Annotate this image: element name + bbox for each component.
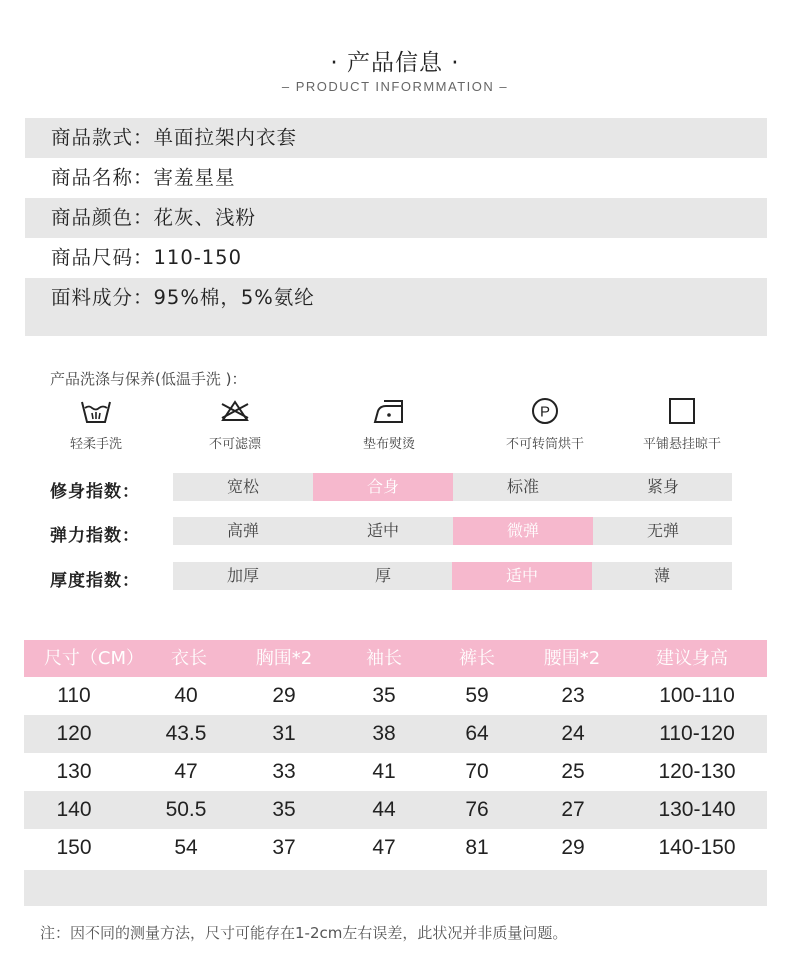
flat-dry-icon — [612, 397, 752, 425]
thickness-option-medium: 适中 — [452, 562, 592, 590]
thickness-option-thin: 薄 — [653, 566, 670, 585]
fit-index-row — [50, 473, 740, 501]
info-label: 商品名称： — [51, 166, 154, 189]
cell-height: 130-140 — [658, 798, 736, 821]
cell-chest: 37 — [272, 836, 296, 859]
cell-waist: 23 — [561, 684, 585, 707]
header-chest: 胸围*2 — [255, 648, 313, 669]
page-title: · 产品信息 · — [330, 50, 460, 76]
header-height: 建议身高 — [656, 648, 728, 669]
product-info-block — [25, 118, 767, 336]
care-item-flat-dry — [612, 397, 752, 452]
cell-chest: 29 — [272, 684, 296, 707]
table-row — [24, 715, 767, 753]
cell-waist: 24 — [561, 722, 585, 745]
cell-length: 54 — [174, 836, 198, 859]
thickness-option-thick: 厚 — [374, 566, 391, 585]
no-bleach-icon — [165, 397, 305, 425]
info-row-style — [25, 118, 767, 158]
size-table-footer-band — [24, 870, 767, 906]
no-tumble-dry-icon — [475, 397, 615, 425]
info-label: 商品尺码： — [51, 246, 154, 269]
hand-wash-icon — [26, 397, 166, 425]
size-table — [24, 640, 767, 906]
info-label: 商品颜色： — [51, 206, 154, 229]
cell-chest: 31 — [272, 722, 296, 745]
cell-length: 40 — [174, 684, 198, 707]
fit-index-options — [173, 473, 732, 501]
cell-length: 43.5 — [165, 722, 207, 745]
measurement-note: 注：因不同的测量方法，尺寸可能存在1-2cm左右误差，此状况并非质量问题。 — [40, 924, 568, 942]
info-value: 110-150 — [153, 246, 242, 269]
stretch-index-label: 弹力指数： — [50, 526, 140, 546]
stretch-option-high: 高弹 — [226, 521, 259, 540]
header-size: 尺寸（CM） — [43, 648, 145, 669]
cell-length: 50.5 — [165, 798, 207, 821]
size-table-header — [24, 640, 767, 677]
cell-chest: 35 — [272, 798, 296, 821]
care-item-hand-wash — [26, 397, 166, 452]
stretch-option-medium: 适中 — [366, 521, 399, 540]
cell-waist: 25 — [561, 760, 585, 783]
care-label: 不可滤漂 — [208, 437, 261, 452]
care-label: 轻柔手洗 — [69, 437, 122, 452]
thickness-option-extra-thick: 加厚 — [226, 566, 259, 585]
cell-pants: 64 — [465, 722, 489, 745]
iron-icon — [319, 397, 459, 425]
stretch-option-slight: 微弹 — [453, 517, 593, 545]
page-subtitle: – PRODUCT INFORMMATION – — [281, 79, 509, 94]
header-length: 衣长 — [171, 648, 207, 669]
care-title: 产品洗涤与保养(低温手洗 )： — [50, 370, 247, 388]
cell-length: 47 — [174, 760, 198, 783]
care-label: 不可转筒烘干 — [505, 437, 584, 452]
info-row-size — [25, 238, 767, 278]
care-item-iron — [319, 397, 459, 452]
info-value: 单面拉架内衣套 — [153, 126, 298, 149]
cell-waist: 27 — [561, 798, 585, 821]
stretch-index-options — [173, 517, 732, 545]
info-label: 面料成分： — [51, 286, 154, 309]
fit-option-tight: 紧身 — [646, 477, 679, 496]
stretch-option-none: 无弹 — [646, 521, 679, 540]
fit-index-label: 修身指数： — [50, 482, 140, 502]
cell-pants: 70 — [465, 760, 489, 783]
cell-waist: 29 — [561, 836, 585, 859]
care-label: 平铺悬挂晾干 — [642, 437, 721, 452]
cell-sleeve: 44 — [372, 798, 396, 821]
care-icons-row — [30, 397, 770, 457]
care-label: 垫布熨烫 — [362, 437, 415, 452]
table-row — [24, 829, 767, 867]
table-row — [24, 753, 767, 791]
cell-sleeve: 41 — [372, 760, 396, 783]
info-value: 花灰、浅粉 — [153, 206, 257, 229]
fit-option-fitted: 合身 — [313, 473, 453, 501]
info-label: 商品款式： — [51, 126, 154, 149]
info-value: 害羞星星 — [153, 166, 236, 189]
info-row-name — [25, 158, 767, 198]
thickness-index-row — [50, 562, 740, 590]
cell-sleeve: 47 — [372, 836, 396, 859]
cell-height: 110-120 — [659, 722, 735, 745]
cell-height: 120-130 — [658, 760, 736, 783]
cell-height: 100-110 — [659, 684, 735, 707]
cell-pants: 81 — [465, 836, 489, 859]
cell-chest: 33 — [272, 760, 296, 783]
fit-option-standard: 标准 — [506, 477, 539, 496]
info-value: 95%棉，5%氨纶 — [153, 286, 315, 309]
info-row-fabric — [25, 278, 767, 336]
thickness-index-label: 厚度指数： — [50, 571, 140, 591]
care-item-no-bleach — [165, 397, 305, 452]
cell-sleeve: 35 — [372, 684, 396, 707]
cell-size: 130 — [56, 760, 92, 783]
cell-size: 140 — [56, 798, 92, 821]
fit-option-loose: 宽松 — [226, 477, 259, 496]
header-sleeve: 袖长 — [366, 648, 402, 669]
svg-text:P: P — [539, 403, 551, 421]
cell-size: 150 — [56, 836, 92, 859]
thickness-index-options — [173, 562, 732, 590]
care-item-no-tumble-dry — [475, 397, 615, 452]
cell-height: 140-150 — [658, 836, 736, 859]
header-pants: 裤长 — [459, 648, 495, 669]
table-row — [24, 791, 767, 829]
cell-pants: 76 — [465, 798, 489, 821]
cell-sleeve: 38 — [372, 722, 396, 745]
info-row-color — [25, 198, 767, 238]
cell-size: 110 — [57, 684, 91, 707]
table-row — [24, 677, 767, 715]
cell-size: 120 — [56, 722, 92, 745]
header-waist: 腰围*2 — [543, 648, 601, 669]
stretch-index-row — [50, 517, 740, 545]
cell-pants: 59 — [465, 684, 489, 707]
